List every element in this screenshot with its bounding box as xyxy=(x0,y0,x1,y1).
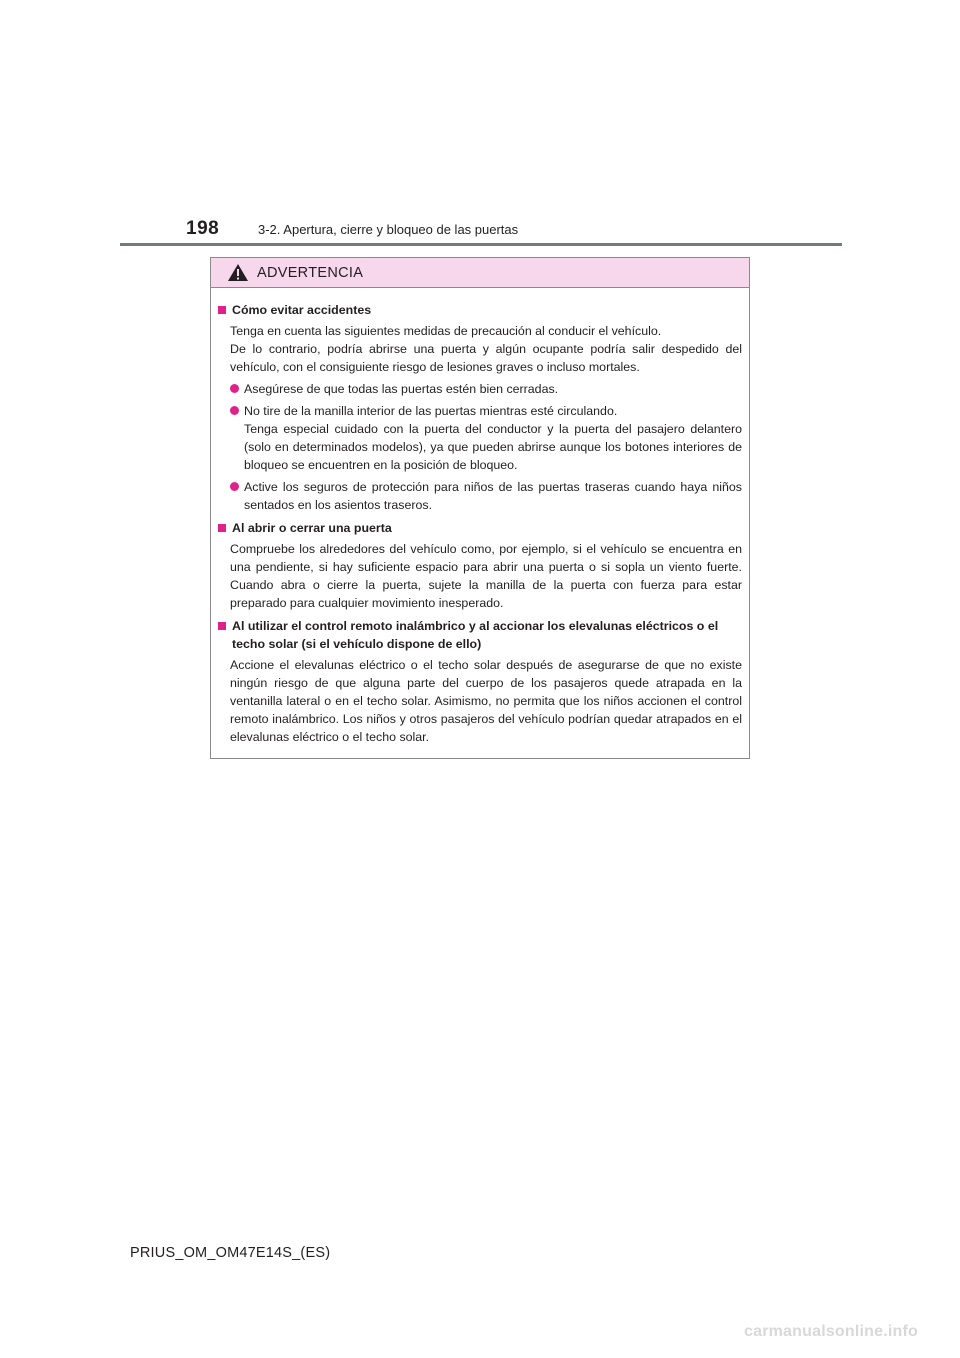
warning-title: ADVERTENCIA xyxy=(257,264,364,281)
warning-triangle-icon xyxy=(227,263,249,282)
bullet-item xyxy=(218,478,742,514)
section-paragraph xyxy=(218,322,742,376)
round-bullet-icon xyxy=(230,482,239,491)
section-title: 3-2. Apertura, cierre y bloqueo de las puertas xyxy=(258,222,519,237)
section-heading xyxy=(218,617,742,653)
bullet-item xyxy=(218,402,742,474)
document-code: PRIUS_OM_OM47E14S_(ES) xyxy=(130,1245,331,1261)
bullet-text: Tenga especial cuidado con la puerta del conductor y la puerta del pasajero delantero (solo en determinados modelos), ya que pueden abrirse aunque los botones interiores de bloqueo se encuentren en la posición de bloqueo. xyxy=(244,422,742,472)
warning-section xyxy=(218,301,742,514)
square-bullet-icon xyxy=(218,306,226,314)
square-bullet-icon xyxy=(218,622,226,630)
warning-body xyxy=(211,288,749,746)
watermark: carmanualsonline.info xyxy=(744,1323,919,1340)
bullet-item xyxy=(218,380,742,398)
section-paragraph xyxy=(218,540,742,612)
header-divider xyxy=(120,243,842,246)
bullet-text: Asegúrese de que todas las puertas estén bien cerradas. xyxy=(244,382,559,396)
warning-section xyxy=(218,519,742,612)
paragraph-line: Accione el elevalunas eléctrico o el techo solar después de asegurarse de que no existe ningún riesgo de que alguna parte del cuerpo de los pasajeros quede atrapada en la ventanilla lateral o en el techo solar. Asimismo, no permita que los niños accionen el control remoto inalámbrico. Los niños y otros pasajeros del vehículo podrían quedar atrapados en el elevalunas eléctrico o el techo solar. xyxy=(230,658,742,744)
warning-box xyxy=(210,257,750,759)
bullet-text: Active los seguros de protección para niños de las puertas traseras cuando haya niños sentados en los asientos traseros. xyxy=(244,480,742,512)
warning-section xyxy=(218,617,742,746)
section-paragraph xyxy=(218,656,742,746)
section-heading xyxy=(218,301,742,319)
section-heading xyxy=(218,519,742,537)
round-bullet-icon xyxy=(230,384,239,393)
section-heading-text: Al utilizar el control remoto inalámbrico y al accionar los elevalunas eléctricos o el techo solar (si el vehículo dispone de ello) xyxy=(232,619,719,651)
round-bullet-icon xyxy=(230,406,239,415)
paragraph-line: Tenga en cuenta las siguientes medidas de precaución al conducir el vehículo. xyxy=(230,324,662,338)
section-heading-text: Al abrir o cerrar una puerta xyxy=(232,521,392,535)
warning-header xyxy=(211,258,749,288)
bullet-text: No tire de la manilla interior de las puertas mientras esté circulando. xyxy=(244,404,618,418)
paragraph-line: Compruebe los alrededores del vehículo como, por ejemplo, si el vehículo se encuentra en una pendiente, si hay suficiente espacio para abrir una puerta o si sopla un viento fuerte. Cuando abra o cierre la puerta, sujete la manilla de la puerta con fuerza para estar preparado para cualquier movimiento inesperado. xyxy=(230,542,742,610)
square-bullet-icon xyxy=(218,524,226,532)
paragraph-line: De lo contrario, podría abrirse una puerta y algún ocupante podría salir despedido del vehículo, con el consiguiente riesgo de lesiones graves o incluso mortales. xyxy=(230,342,742,374)
section-heading-text: Cómo evitar accidentes xyxy=(232,303,372,317)
page-number: 198 xyxy=(186,218,220,239)
